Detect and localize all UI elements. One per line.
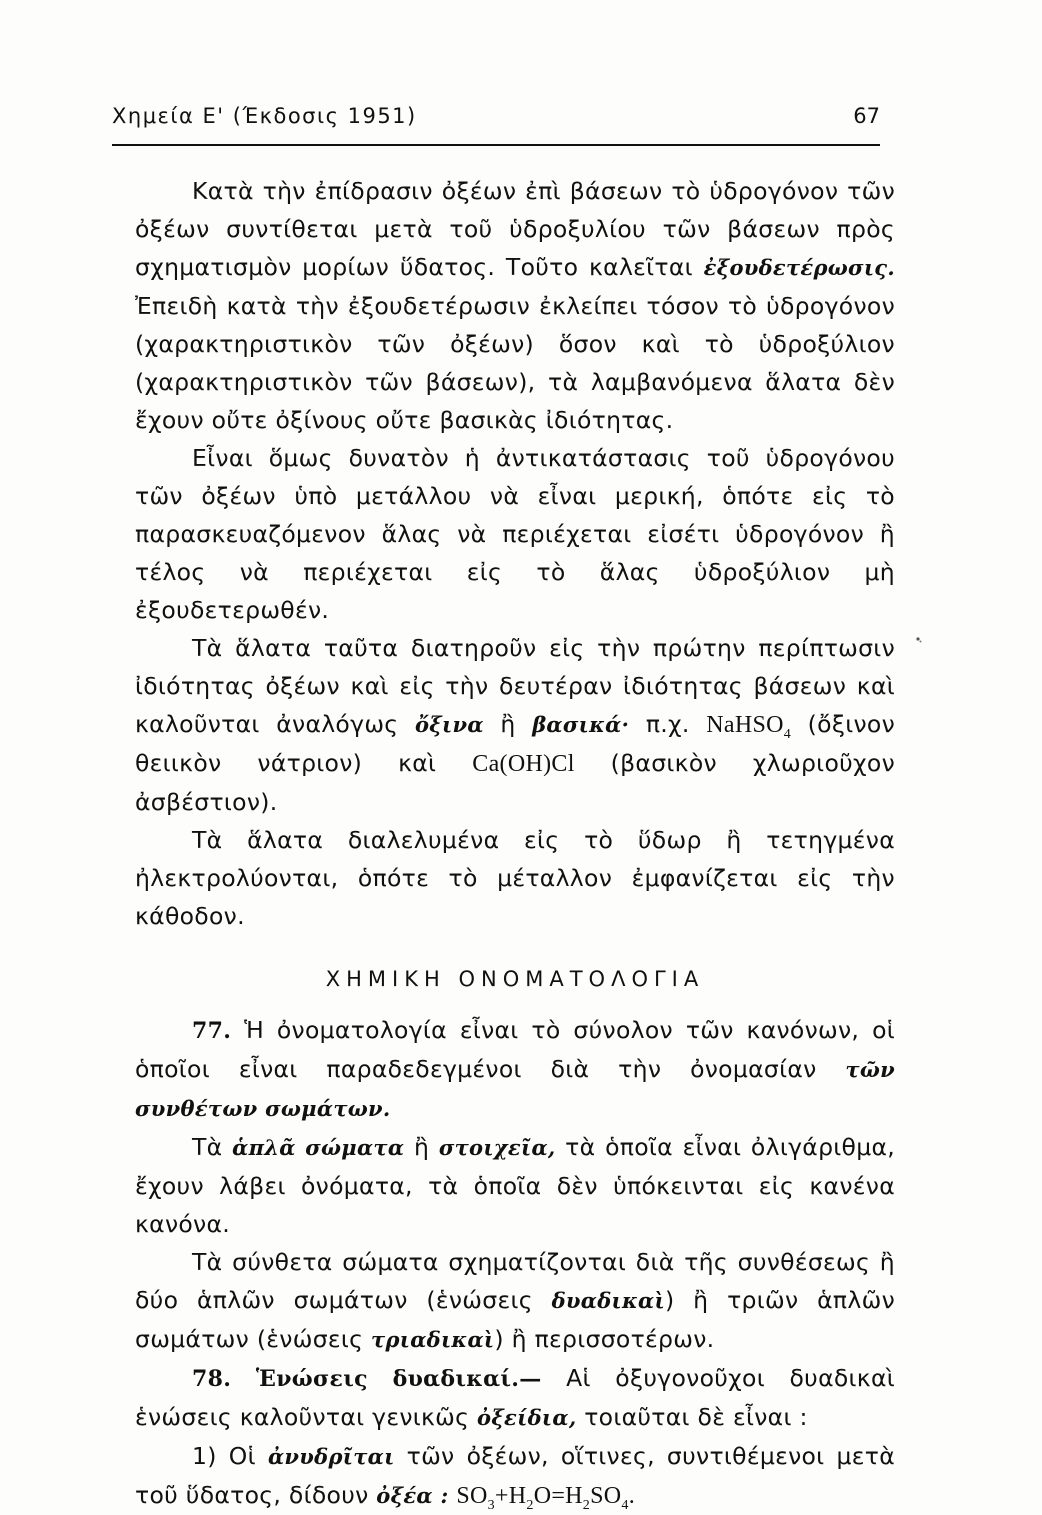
header-rule	[112, 144, 880, 146]
running-title: Χημεία Ε' (Έκδοσις 1951)	[112, 104, 417, 128]
text-run: Ἐπειδὴ κατὰ τὴν ἐξουδετέρωσιν ἐκλείπει τόσον τὸ ὑδρογόνον (χαρακτηριστικὸν τῶν ὀξέων) ὅσον καὶ τὸ ὑδροξύλιον (χαρακτηριστικὸν τῶν βάσεων), τὰ λαμβανόμενα ἅλατα δὲν ἔχουν οὔτε ὀξίνους οὔτε βασικὰς ἰδιότητας.	[135, 292, 895, 434]
text-run: τὰ ὁποῖα εἶναι ὀλιγάριθμα, ἔχουν λάβει ὀνόματα, τὰ ὁποῖα δὲν ὑπόκεινται εἰς κανένα κανόνα.	[135, 1133, 896, 1238]
term-binary: δυαδικαὶ	[551, 1288, 665, 1313]
text-run: ἢ	[483, 710, 533, 738]
page-body	[135, 172, 895, 1515]
text-run: π.χ.	[629, 710, 707, 738]
paragraph-77	[135, 1011, 895, 1128]
formula-reaction: $SO_3+H_2O=H_2SO_4$.	[456, 1483, 636, 1513]
text-run: (βασικὸν χλωριοῦχον ἀσβέστιον).	[135, 749, 895, 816]
text-run: Τὰ ἅλατα ταῦτα διατηροῦν εἰς τὴν πρώτην περίπτωσιν ἰδιότητας ὀξέων καὶ εἰς τὴν δευτέραν ἰδιότητας βάσεων καὶ καλοῦνται ἀναλόγως	[135, 634, 895, 738]
term-ternary: τριαδικαὶ	[371, 1327, 495, 1352]
text-run: ) ἢ περισσοτέρων.	[494, 1325, 715, 1353]
text-run: Αἱ ὀξυγονοῦχοι δυαδικαὶ ἑνώσεις καλοῦνται γενικῶς	[135, 1364, 895, 1431]
text-run: τοιαῦται δὲ εἶναι :	[576, 1403, 808, 1431]
page-number: 67	[853, 104, 880, 128]
ink-speck-icon	[915, 636, 923, 644]
term-anhydrides: ἀνυδρῖται	[267, 1444, 395, 1469]
term-basic: βασικά·	[532, 712, 630, 737]
paragraph-electrolysis: Τὰ ἅλατα διαλελυμένα εἰς τὸ ὕδωρ ἢ τετηγμένα ἠλεκτρολύονται, ὁπότε τὸ μέταλλον ἐμφανίζεται εἰς τὴν κάθοδον.	[135, 826, 895, 930]
text-run: Ἡ ὀνοματολογία εἶναι τὸ σύνολον τῶν κανόνων, οἱ ὁποῖοι εἶναι παραδεδεγμένοι διὰ τὴν ὀνομασίαν	[135, 1016, 895, 1083]
paragraph-simple-bodies	[135, 1128, 895, 1243]
text-run: Κατὰ τὴν ἐπίδρασιν ὀξέων ἐπὶ βάσεων τὸ ὑδρογόνον τῶν ὀξέων συντίθεται μετὰ τοῦ ὑδροξυλίου τῶν βάσεων πρὸς σχηματισμὸν μορίων ὕδατος. Τοῦτο καλεῖται	[135, 177, 895, 281]
text-run: τῶν ὀξέων, οἵτινες, συντιθέμενοι μετὰ τοῦ ὕδατος, δίδουν	[135, 1442, 896, 1509]
paragraph-78	[135, 1359, 895, 1437]
text-run: ἢ	[404, 1133, 439, 1161]
paragraph-anhydrides	[135, 1437, 895, 1515]
text-run: (ὄξινον θειικὸν νάτριον) καὶ	[135, 710, 896, 777]
text-run: Τὰ	[192, 1133, 233, 1161]
section-number: 78. Ἑνώσεις δυαδικαί.—	[192, 1366, 542, 1392]
term-compound-bodies: τῶν συνθέτων σωμάτων.	[135, 1057, 895, 1121]
term-acids: ὀξέα :	[376, 1483, 449, 1508]
term-acidic: ὄξινα	[414, 712, 484, 737]
term-oxides: ὀξείδια,	[477, 1405, 577, 1430]
text-run: 1) Οἱ	[192, 1442, 268, 1470]
text-run: ) ἢ τριῶν ἁπλῶν σωμάτων (ἑνώσεις	[135, 1286, 895, 1353]
running-header	[112, 104, 880, 144]
paragraph-acid-basic-salts	[135, 629, 895, 821]
section-heading: ΧΗΜΙΚΗ ΟΝΟΜΑΤΟΛΟΓΙΑ	[325, 967, 705, 991]
term-neutralization: ἐξουδετέρωσις.	[703, 255, 895, 280]
formula-caohcl: Ca(OH)Cl	[472, 751, 575, 777]
text-run: Τὰ σύνθετα σώματα σχηματίζονται διὰ τῆς συνθέσεως ἢ δύο ἁπλῶν σωμάτων (ἑνώσεις	[135, 1248, 895, 1314]
section-number: 77.	[192, 1018, 232, 1044]
formula-nahso4: NaHSO$_4$	[706, 712, 792, 742]
paragraph-compound-bodies	[135, 1243, 895, 1359]
term-elements: στοιχεῖα,	[438, 1135, 556, 1160]
term-simple-bodies: ἁπλᾶ σώματα	[232, 1135, 405, 1160]
paragraph-neutralization	[135, 172, 895, 439]
paragraph-partial-substitution: Εἶναι ὅμως δυνατὸν ἡ ἀντικατάστασις τοῦ ὑδρογόνου τῶν ὀξέων ὑπὸ μετάλλου νὰ εἶναι μερική, ὁπότε εἰς τὸ παρασκευαζόμενον ἅλας νὰ περιέχεται εἰσέτι ὑδρογόνον ἢ τέλος νὰ περιέχεται εἰς τὸ ἅλας ὑδροξύλιον μὴ ἐξουδετερωθέν.	[135, 444, 895, 624]
